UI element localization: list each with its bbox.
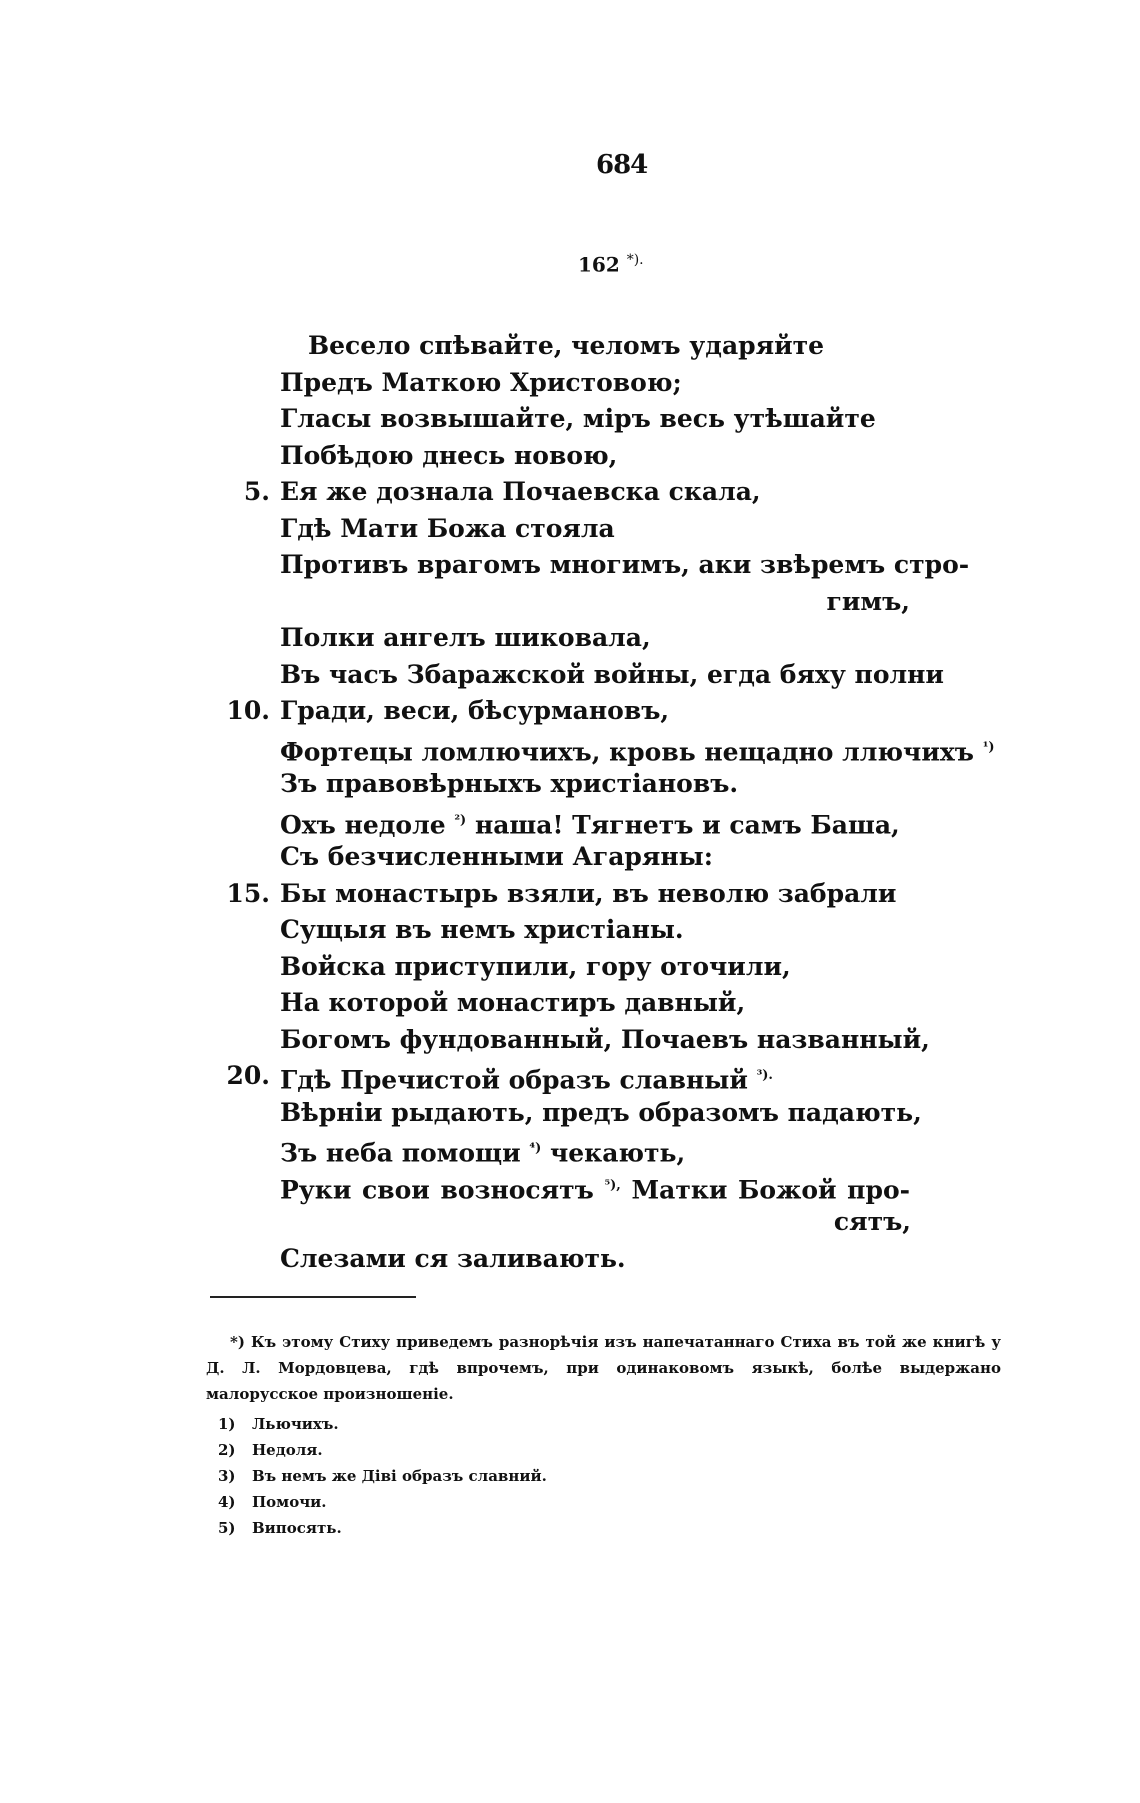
footnote-mark: 3)	[218, 1467, 236, 1485]
poem-line	[0, 985, 1140, 1022]
footnote-mark: 5)	[218, 1519, 236, 1537]
footnote-mark: 1)	[218, 1415, 236, 1433]
poem-line	[0, 328, 1140, 365]
poem-line-continuation	[0, 584, 1140, 621]
footnote-mark: 2)	[218, 1441, 236, 1459]
poem-line-text	[280, 803, 935, 843]
poem-line	[0, 1095, 1140, 1132]
footnote-item	[206, 1463, 1001, 1489]
poem-line-text: Слезами ся заливають.	[280, 1243, 626, 1273]
poem-line-text: Гради, веси, бѣсурмановъ,	[280, 696, 670, 725]
poem-line	[0, 876, 1140, 913]
poem-number-value: 162	[578, 252, 620, 277]
poem-line	[0, 1168, 1140, 1205]
footnote-item	[206, 1515, 1001, 1541]
poem-line	[0, 839, 1140, 876]
poem-line	[0, 547, 1140, 584]
poem-line	[0, 365, 1140, 402]
footnote-item	[206, 1489, 1001, 1515]
footnote-item	[206, 1411, 1001, 1437]
line-number: 10.	[226, 696, 270, 725]
poem-line-text	[280, 730, 995, 770]
poem-line-segment: Охъ недоле	[280, 809, 446, 839]
poem-line-text: Въ часъ Збаражской войны, егда бяху полни	[280, 659, 944, 689]
poem-line-text: Бы монастырь взяли, въ неволю забрали	[280, 878, 897, 908]
line-number: 20.	[226, 1061, 270, 1090]
poem-line-text	[280, 1168, 910, 1208]
poem-line	[0, 1131, 1140, 1168]
footnote-text: Недоля.	[252, 1441, 323, 1459]
footnote-reference: ⁴)	[529, 1141, 542, 1156]
poem-line	[0, 657, 1140, 694]
footnote-text: Въ немъ же Діві образъ славний.	[252, 1467, 547, 1485]
footnotes	[206, 1329, 1001, 1541]
poem-line-text: Съ безчисленными Агаряны:	[280, 842, 713, 871]
poem-line	[0, 766, 1140, 803]
poem-line	[0, 803, 1140, 840]
poem-number-footnote-mark: *).	[626, 252, 644, 268]
poem-line-text	[280, 1131, 935, 1171]
footnote-text: Випосять.	[252, 1519, 342, 1537]
poem-line-text: Гдѣ Мати Божа стояла	[280, 513, 615, 543]
poem-line-text: На которой монастиръ давный,	[280, 988, 746, 1017]
poem-line	[0, 1241, 1140, 1278]
poem-line-text	[280, 1058, 935, 1098]
poem-line-segment: Матки Божой про-	[631, 1174, 910, 1204]
footnote-reference: ⁵),	[604, 1177, 621, 1193]
footnote-reference: ³).	[756, 1068, 773, 1083]
poem-line-segment: Руки свои возносятъ	[280, 1174, 594, 1204]
footnote-item	[206, 1437, 1001, 1463]
poem-line-segment: чекають,	[549, 1138, 686, 1168]
poem-line-segment: Гдѣ Пречистой образъ славный	[280, 1065, 748, 1095]
poem-line-text: Противъ врагомъ многимъ, аки звѣремъ стро-	[280, 550, 970, 579]
poem-line-text: Богомъ фундованный, Почаевъ названный,	[280, 1024, 930, 1054]
poem-line-text: Предъ Маткою Христовою;	[280, 367, 682, 397]
line-number: 5.	[243, 477, 270, 506]
poem-line-text: Вѣрніи рыдають, предъ образомъ падають,	[280, 1097, 922, 1127]
poem-line	[0, 1022, 1140, 1059]
poem-line-text: Полки ангелъ шиковала,	[280, 623, 651, 652]
footnote-reference: ²)	[454, 812, 467, 828]
footnote-intro-text: Къ этому Стиху приведемъ разнорѣчія изъ напечатаннаго Стиха въ той же книгѣ у Д. Л. Мордовцева, гдѣ впрочемъ, при одинаковомъ языкѣ, болѣе выдержано малорусское произношеніе.	[206, 1333, 1001, 1403]
poem-line-text: Гласы возвышайте, міръ весь утѣшайте	[280, 404, 876, 433]
poem-line	[0, 693, 1140, 730]
page-number: 684	[596, 150, 648, 180]
poem-line-text: Сущыя въ немъ христіаны.	[280, 915, 684, 944]
poem-line	[0, 1058, 1140, 1095]
poem-line	[0, 620, 1140, 657]
footnote-intro	[206, 1329, 1001, 1407]
poem-line-segment: Зъ неба помощи	[280, 1138, 521, 1168]
poem-line-continuation	[0, 1204, 1140, 1241]
poem-line	[0, 949, 1140, 986]
poem-body	[0, 328, 1140, 1277]
poem-line	[0, 912, 1140, 949]
poem-line	[0, 511, 1140, 548]
poem-line-text: Побѣдою днесь новою,	[280, 440, 618, 470]
footnote-text: Помочи.	[252, 1493, 327, 1511]
footnote-text: Льючихъ.	[252, 1415, 339, 1433]
poem-number	[578, 252, 644, 277]
poem-line-segment: наша! Тягнетъ и самъ Баша,	[474, 809, 900, 839]
poem-line-text: сятъ,	[833, 1207, 911, 1236]
poem-line-text: гимъ,	[826, 586, 910, 616]
line-number: 15.	[226, 878, 270, 908]
footnote-reference: ¹)	[982, 739, 995, 755]
footnote-mark: *)	[230, 1333, 245, 1351]
poem-line-segment: Фортецы ломлючихъ, кровь нещадно ллючихъ	[280, 736, 974, 766]
poem-line-text: Зъ правовѣрныхъ христіановъ.	[280, 769, 739, 798]
poem-line-text: Войска приступили, гору оточили,	[280, 951, 791, 981]
poem-line-text: Весело спѣвайте, челомъ ударяйте	[308, 331, 825, 360]
poem-line	[0, 438, 1140, 475]
poem-line	[0, 474, 1140, 511]
poem-line-text: Ея же дознала Почаевска скала,	[280, 477, 761, 506]
poem-line	[0, 730, 1140, 767]
footnote-separator-rule	[210, 1296, 416, 1298]
footnote-mark: 4)	[218, 1493, 236, 1511]
poem-line	[0, 401, 1140, 438]
